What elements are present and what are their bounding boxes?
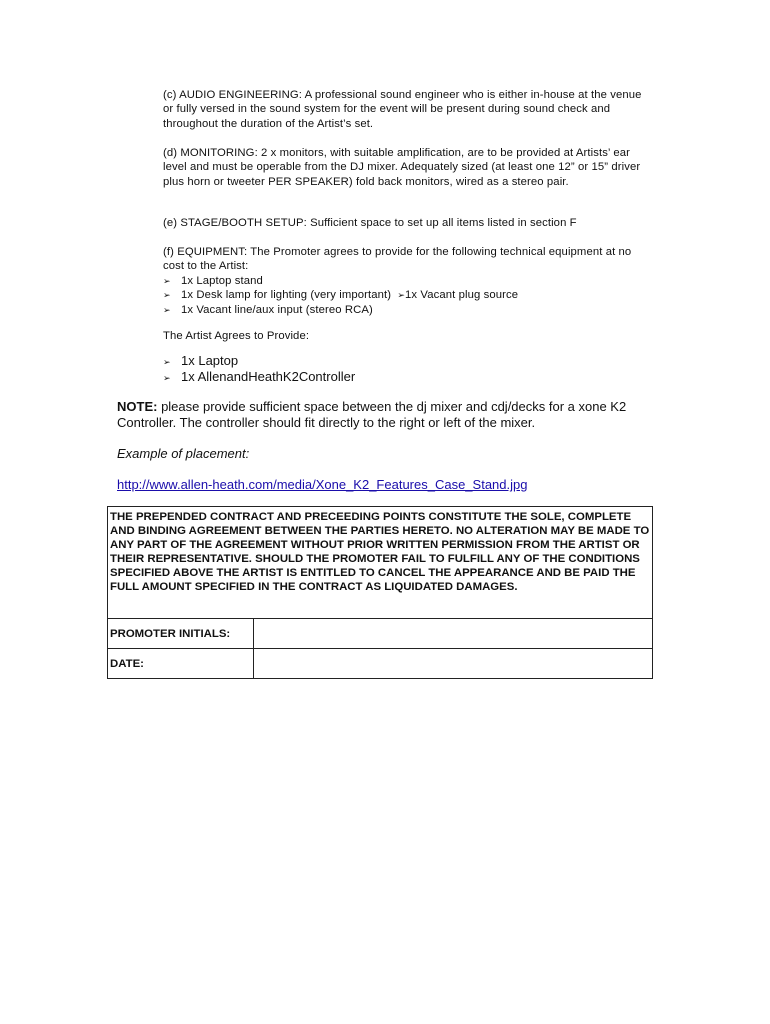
artist-provides-text: The Artist Agrees to Provide: — [163, 330, 310, 342]
list-item-text: 1x AllenandHeathK2Controller — [181, 369, 356, 384]
placement-example-link[interactable]: http://www.allen-heath.com/media/Xone_K2_Features_Case_Stand.jpg — [117, 477, 528, 492]
equipment-list — [163, 274, 653, 317]
arrow-bullet-icon: ➢ — [163, 290, 171, 301]
date-field[interactable] — [254, 649, 653, 679]
artist-provides-heading — [163, 329, 653, 343]
table-row — [108, 619, 653, 649]
table-row — [108, 507, 653, 619]
section-equipment — [163, 245, 653, 317]
section-stage-booth-text: (e) STAGE/BOOTH SETUP: Sufficient space to set up all items listed in section F — [163, 217, 577, 229]
section-audio-engineering-text: (c) AUDIO ENGINEERING: A professional sound engineer who is either in-house at the venue or fully versed in the sound system for the event will be present during sound check and throughout the duration of the Artist’s set. — [163, 89, 642, 130]
note-text: please provide sufficient space between the dj mixer and cdj/decks for a xone K2 Controller. The controller should fit directly to the right or left of the mixer. — [117, 399, 627, 430]
section-stage-booth-setup — [163, 216, 653, 230]
example-label: Example of placement: — [117, 446, 250, 461]
list-item-text: 1x Laptop — [181, 353, 239, 368]
contract-terms-table — [107, 506, 653, 679]
arrow-bullet-icon: ➢ — [163, 357, 171, 367]
list-item-text: 1x Desk lamp for lighting (very important) — [181, 289, 392, 302]
arrow-bullet-icon: ➢ — [397, 290, 406, 301]
promoter-initials-label: PROMOTER INITIALS: — [108, 619, 254, 649]
section-monitoring-text: (d) MONITORING: 2 x monitors, with suitable amplification, are to be provided at Artists’ ear level and must be operable from the DJ mixer. Adequately sized (at least one 12” or 15” driver plus horn or tweeter PER SPEAKER) fold back monitors, wired as a stereo pair. — [163, 147, 641, 188]
arrow-bullet-icon: ➢ — [163, 304, 171, 315]
note-label: NOTE: — [117, 399, 158, 414]
artist-provides-list — [163, 353, 355, 385]
section-monitoring — [163, 146, 653, 189]
section-equipment-intro: (f) EQUIPMENT: The Promoter agrees to provide for the following technical equipment at no cost to the Artist: — [163, 246, 632, 273]
note-paragraph — [117, 399, 657, 431]
list-item — [163, 274, 653, 288]
section-audio-engineering — [163, 88, 653, 131]
list-item-extra-text: 1x Vacant plug source — [405, 289, 519, 302]
arrow-bullet-icon: ➢ — [163, 373, 171, 383]
list-item — [163, 288, 653, 302]
list-item-text: 1x Vacant line/aux input (stereo RCA) — [181, 303, 373, 316]
list-item — [163, 369, 355, 385]
list-item — [163, 303, 653, 317]
contract-clause-cell: THE PREPENDED CONTRACT AND PRECEEDING POINTS CONSTITUTE THE SOLE, COMPLETE AND BINDING AGREEMENT BETWEEN THE PARTIES HERETO. NO ALTERATION MAY BE MADE TO ANY PART OF THE AGREEMENT WITHOUT PRIOR WRITTEN PERMISSION FROM THE ARTIST OR THEIR REPRESENTATIVE. SHOULD THE PROMOTER FAIL TO FULFILL ANY OF THE CONDITIONS SPECIFIED ABOVE THE ARTIST IS ENTITLED TO CANCEL THE APPEARANCE AND BE PAID THE FULL AMOUNT SPECIFIED IN THE CONTRACT AS LIQUIDATED DAMAGES. — [108, 507, 653, 619]
list-item — [163, 353, 355, 369]
list-item-text: 1x Laptop stand — [181, 274, 263, 287]
promoter-initials-field[interactable] — [254, 619, 653, 649]
date-label: DATE: — [108, 649, 254, 679]
arrow-bullet-icon: ➢ — [163, 275, 171, 286]
table-row — [108, 649, 653, 679]
